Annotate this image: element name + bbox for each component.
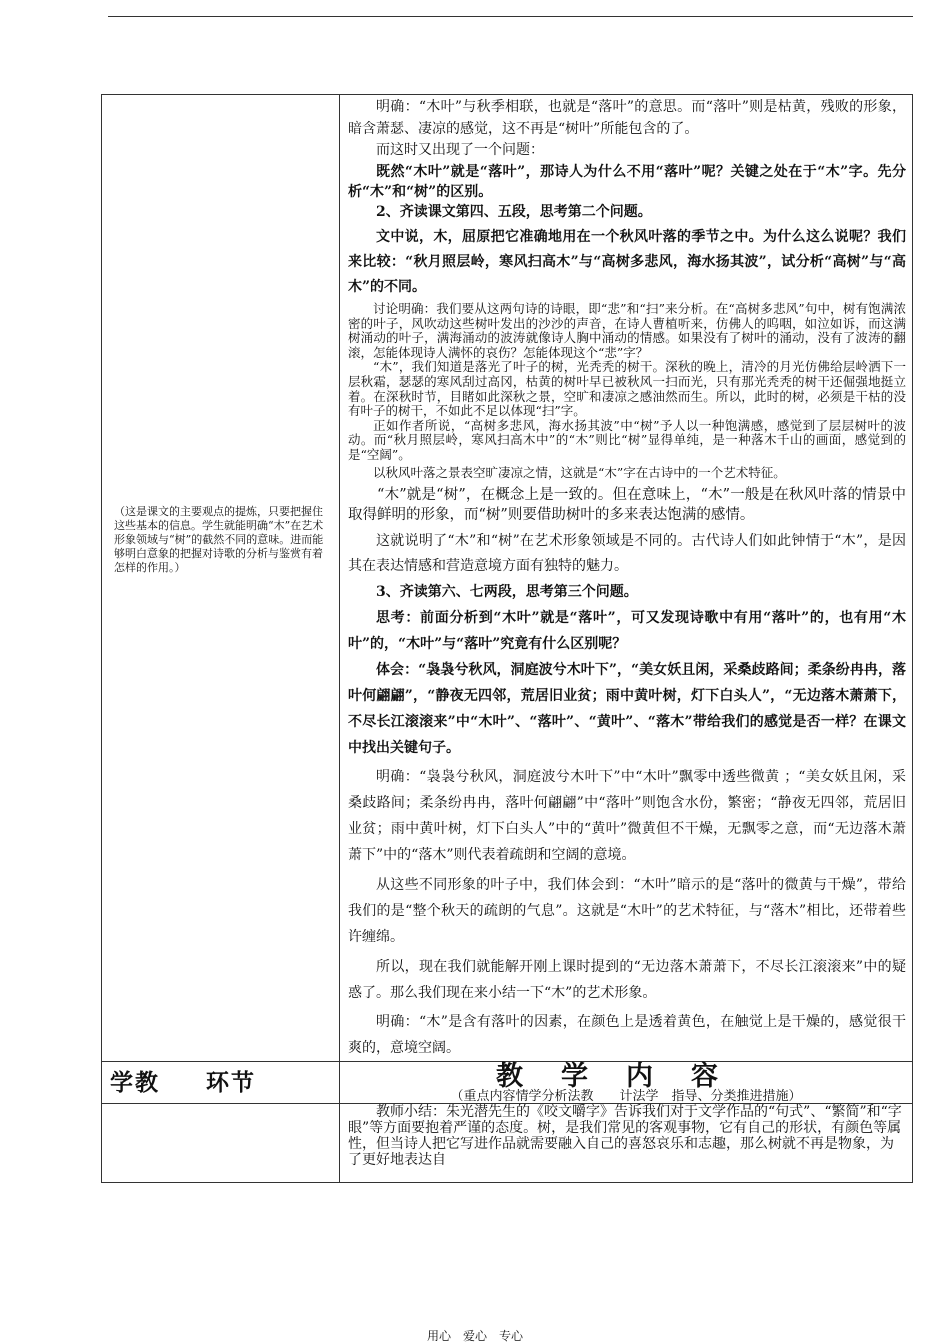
content-title: 教学内容 [496, 1060, 756, 1092]
left-cell [102, 95, 340, 1062]
content-subtitle: （重点内容情学分析法教 计法学 指导、分类推进措施） [450, 1088, 802, 1104]
paragraph-12: 3、齐读第六、七两段，思考第三个问题。 [376, 583, 638, 600]
left-note: （这是课文的主要观点的提炼，只要把握住这些基本的信息。学生就能明确“木”在艺术形象领域与“树”的截然不同的意味。进而能够明白意象的把握对诗歌的分析与鉴赏有着怎样的作用。） [114, 505, 324, 574]
paragraph-6: 讨论明确：我们要从这两句诗的诗眼，即“悲”和“扫”来分析。在“高树多悲风”句中，树有饱满浓密的叶子，风吹动这些树叶发出的沙沙的声音，在诗人曹植听来，仿佛人的呜咽，如泣如诉，而这满树涌动的叶子，满海涌动的波涛就像诗人胸中涌动的情感。如果没有了树叶的涌动，没有了波涛的翻滚，怎能体现诗人满怀的哀伤？怎能体现这个“悲”字？ [348, 301, 906, 360]
paragraph-3: 既然“木叶”就是“落叶”，那诗人为什么不用“落叶”呢？关键之处在于“木”字。先分析“木”和“树”的区别。 [348, 163, 906, 200]
paragraph-13: 思考：前面分析到“木叶”就是“落叶”，可又发现诗歌中有用“落叶”的，也有用“木叶”的，“木叶”与“落叶”究竟有什么区别呢？ [348, 609, 906, 652]
paragraph-10: “木”就是“树”，在概念上是一致的。但在意味上，“木”一般是在秋风叶落的情景中取得鲜明的形象，而“树”则要借助树叶的多来表达饱满的感情。 [348, 486, 906, 523]
main-cell [340, 95, 913, 1062]
header-rule [108, 16, 913, 17]
paragraph-9: 以秋风叶落之景表空旷凄凉之情，这就是“木”字在古诗中的一个艺术特征。 [373, 464, 786, 480]
page-footer: 用心 爱心 专心 [426, 1329, 523, 1343]
content-header-cell [340, 1061, 913, 1103]
teacher-summary: 教师小结：朱光潜先生的《咬文嚼字》告诉我们对于文学作品的“句式”、“繁简”和“字眼”等方面要抱着严谨的态度。树，是我们常见的客观事物，它有自己的形状，有颜色等属性，但当诗人把它写进作品就需要融入自己的喜怒哀乐和志趣，那么树就不再是物象，为了更好地表达自 [348, 1103, 902, 1168]
summary-left-cell [102, 1103, 340, 1182]
lesson-table [101, 94, 913, 1183]
paragraph-8: 正如作者所说，“高树多悲风，海水扬其波”中“树”予人以一种饱满感，感觉到了层层树叶的波动。而“秋月照层岭，寒风扫高木中”的“木”则比“树”显得单纯，是一种落木千山的画面，感觉到的是“空阔”。 [348, 417, 906, 462]
paragraph-14: 体会：“袅袅兮秋风，洞庭波兮木叶下”，“美女妖且闲，采桑歧路间；柔条纷冉冉，落叶何翩翩”，“静夜无四邻，荒居旧业贫；雨中黄叶树，灯下白头人”，“无边落木萧萧下，不尽长江滚滚来”中“木叶”、“落叶”、“黄叶”、“落木”带给我们的感觉是否一样？在课文中找出关键句子。 [348, 661, 906, 756]
paragraph-7: “木”，我们知道是落光了叶子的树，光秃秃的树干。深秋的晚上，清冷的月光仿佛给层岭洒下一层秋霜，瑟瑟的寒风刮过高冈，枯黄的树叶早已被秋风一扫而光，只有那光秃秃的树干还倔强地挺立着。在深秋时节，目睹如此深秋之景，空旷和凄凉之感油然而生。所以，此时的树，必须是干枯的没有叶子的树干，不如此不足以体现“扫”字。 [348, 359, 906, 419]
header-row [102, 1061, 913, 1103]
content-row [102, 95, 913, 1062]
paragraph-17: 所以，现在我们就能解开刚上课时提到的“无边落木萧萧下，不尽长江滚滚来”中的疑惑了。那么我们现在来小结一下“木”的艺术形象。 [348, 958, 906, 1001]
summary-cell [340, 1103, 913, 1182]
section-label-b: 环节 [206, 1068, 256, 1096]
summary-row [102, 1103, 913, 1182]
paragraph-2: 而这时又出现了一个问题： [376, 142, 544, 158]
paragraph-16: 从这些不同形象的叶子中，我们体会到：“木叶”暗示的是“落叶的微黄与干燥”，带给我们的是“整个秋天的疏朗的气息”。这就是“木叶”的艺术特征，与“落木”相比，还带着些许缠绵。 [348, 876, 906, 945]
paragraph-15: 明确：“袅袅兮秋风，洞庭波兮木叶下”中“木叶”飘零中透些微黄 ；“美女妖且闲，采桑歧路间；柔条纷冉冉，落叶何翩翩”中“落叶”则饱含水份，繁密；“静夜无四邻，荒居旧业贫；雨中黄叶树，灯下白头人”中的“黄叶”微黄但不干燥，无飘零之意，而“无边落木萧萧下”中的“落木”则代表着疏朗和空阔的意境。 [348, 768, 906, 863]
paragraph-5: 文中说，木，屈原把它准确地用在一个秋风叶落的季节之中。为什么这么说呢？我们来比较：“秋月照层岭，寒风扫高木”与“高树多悲风，海水扬其波”，试分析“高树”与“高木”的不同。 [348, 229, 906, 295]
section-label-cell [102, 1061, 340, 1103]
paragraph-1: 明确：“木叶”与秋季相联，也就是“落叶”的意思。而“落叶”则是枯黄，残败的形象，暗含萧瑟、凄凉的感觉，这不再是“树叶”所能包含的了。 [348, 99, 906, 137]
paragraph-4: 2、齐读课文第四、五段，思考第二个问题。 [376, 203, 652, 220]
section-label-a: 学教 [110, 1068, 160, 1096]
paragraph-18: 明确：“木”是含有落叶的因素，在颜色上是透着黄色，在触觉上是干燥的，感觉很干爽的，意境空阔。 [348, 1013, 906, 1056]
main-content [340, 95, 912, 1061]
paragraph-11: 这就说明了“木”和“树”在艺术形象领域是不同的。古代诗人们如此钟情于“木”，是因其在表达情感和营造意境方面有独特的魅力。 [348, 532, 906, 574]
